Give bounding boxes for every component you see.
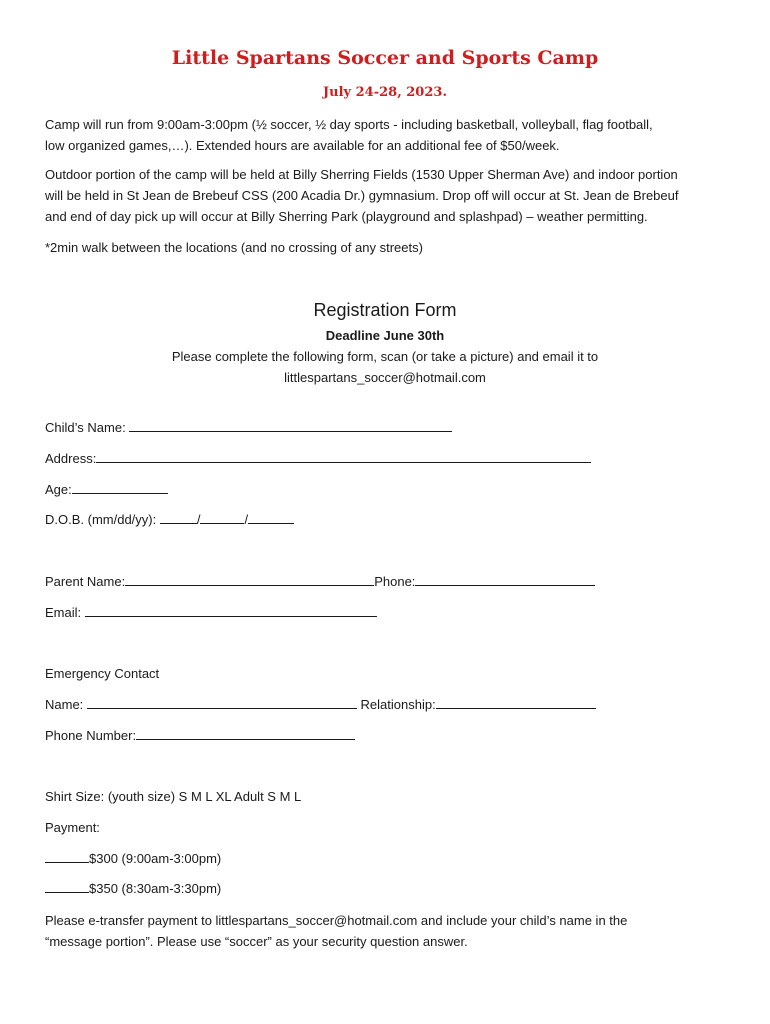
parent-name-label: Parent Name: [45, 574, 126, 589]
relationship-field[interactable] [436, 695, 596, 709]
email-label: Email: [45, 605, 85, 620]
emergency-name-field[interactable] [87, 695, 357, 709]
age-label: Age: [45, 482, 72, 497]
age-row [45, 480, 168, 500]
intro-paragraph-hours [45, 114, 735, 156]
age-field[interactable] [72, 480, 168, 494]
emergency-name-label: Name: [45, 697, 87, 712]
address-row [45, 449, 591, 469]
address-label: Address: [45, 451, 97, 466]
phone-field[interactable] [415, 572, 595, 586]
payment-350-check-field[interactable] [45, 879, 89, 893]
intro-line: Outdoor portion of the camp will be held at Billy Sherring Fields (1530 Upper Sherman Ave) and indoor portion [45, 167, 678, 182]
form-deadline: Deadline June 30th [325, 328, 445, 343]
email-row [45, 603, 377, 623]
intro-paragraph-locations [45, 164, 735, 227]
shirt-size-row[interactable]: Shirt Size: (youth size) S M L XL Adult S M L [45, 789, 302, 804]
phone-label: Phone: [374, 574, 416, 589]
dob-separator: / [244, 512, 249, 527]
payment-option-350 [45, 879, 221, 899]
dob-row [45, 510, 294, 530]
email-field[interactable] [85, 603, 377, 617]
dob-separator: / [196, 512, 201, 527]
payment-300-check-field[interactable] [45, 849, 89, 863]
child-name-label: Child’s Name: [45, 420, 130, 435]
payment-option-300 [45, 849, 221, 869]
payment-label: Payment: [45, 820, 100, 835]
dob-label: D.O.B. (mm/dd/yy): [45, 512, 160, 527]
emergency-phone-field[interactable] [136, 726, 355, 740]
form-title: Registration Form [313, 300, 457, 320]
child-name-row [45, 418, 452, 438]
payment-instructions [45, 910, 735, 952]
dob-year-field[interactable] [248, 510, 294, 524]
relationship-label: Relationship: [356, 697, 436, 712]
dob-day-field[interactable] [200, 510, 244, 524]
form-instructions [0, 346, 770, 388]
intro-walk-note: *2min walk between the locations (and no crossing of any streets) [45, 240, 423, 255]
camp-title: Little Spartans Soccer and Sports Camp [171, 47, 599, 69]
emergency-phone-label: Phone Number: [45, 728, 137, 743]
intro-line: low organized games,…). Extended hours are available for an additional fee of $50/week. [45, 138, 560, 153]
child-name-field[interactable] [129, 418, 452, 432]
payment-350-label: $350 (8:30am-3:30pm) [89, 881, 222, 896]
payment-instructions-line: Please e-transfer payment to littlespartans_soccer@hotmail.com and include your child’s name in the [45, 913, 628, 928]
instructions-line: Please complete the following form, scan (or take a picture) and email it to [171, 349, 599, 364]
parent-row [45, 572, 595, 592]
payment-300-label: $300 (9:00am-3:00pm) [89, 851, 222, 866]
parent-name-field[interactable] [125, 572, 374, 586]
emergency-phone-row [45, 726, 355, 746]
intro-line: will be held in St Jean de Brebeuf CSS (200 Acadia Dr.) gymnasium. Drop off will occur at St. Jean de Brebeuf [45, 188, 679, 203]
payment-instructions-line: “message portion”. Please use “soccer” as your security question answer. [45, 934, 468, 949]
address-field[interactable] [96, 449, 591, 463]
emergency-row [45, 695, 596, 715]
contact-email-link[interactable]: littlespartans_soccer@hotmail.com [284, 370, 486, 385]
intro-line: Camp will run from 9:00am-3:00pm (½ soccer, ½ day sports - including basketball, volleyball, flag football, [45, 117, 653, 132]
dob-month-field[interactable] [160, 510, 197, 524]
emergency-heading: Emergency Contact [45, 666, 160, 681]
intro-line: and end of day pick up will occur at Billy Sherring Park (playground and splashpad) – weather permitting. [45, 209, 648, 224]
camp-dates: July 24-28, 2023. [323, 85, 447, 100]
